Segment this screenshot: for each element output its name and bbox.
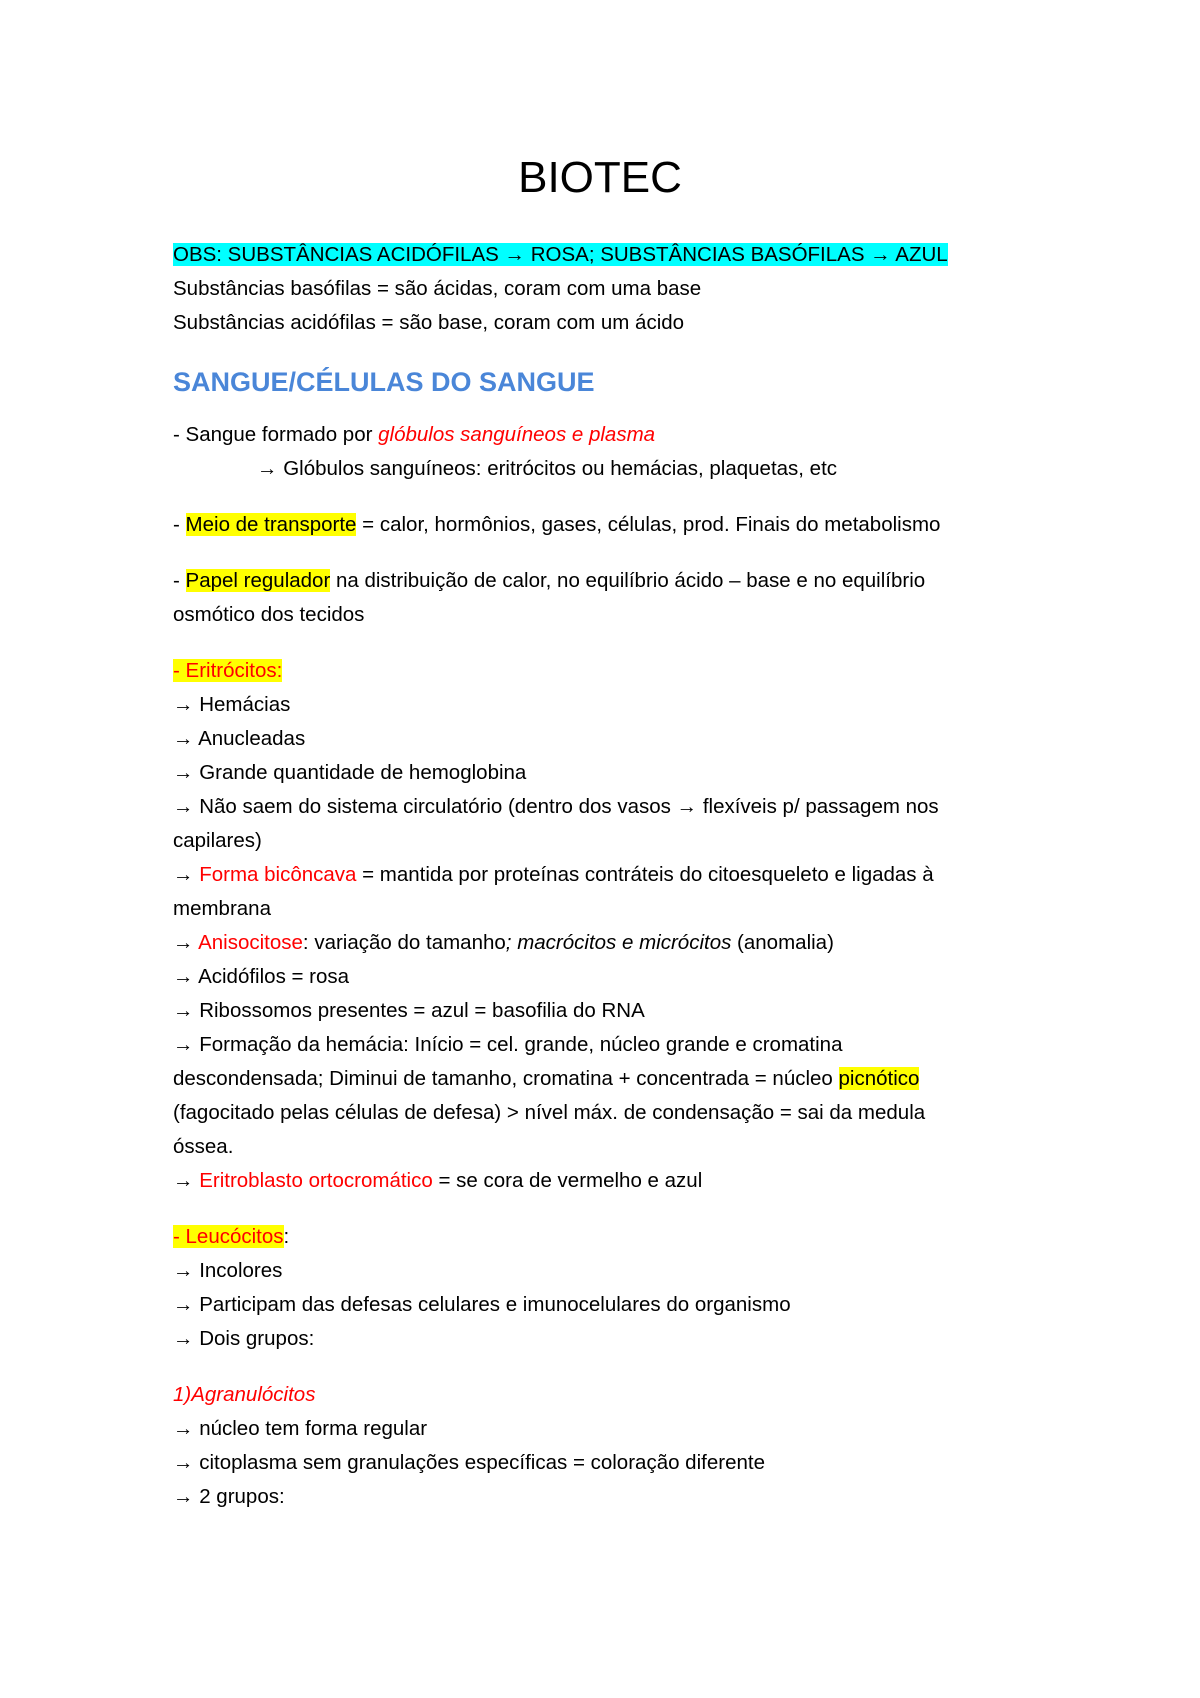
arrow-icon: →	[173, 761, 194, 784]
list-item: → Ribossomos presentes = azul = basofilia do RNA	[173, 999, 645, 1022]
arrow-icon: →	[173, 727, 194, 750]
acidofilas-line: Substâncias acidófilas = são base, coram com um ácido	[173, 311, 685, 334]
list-item: → Anisocitose: variação do tamanho; macrócitos e micrócitos (anomalia)	[173, 931, 834, 954]
list-item: → Acidófilos = rosa	[173, 965, 350, 988]
list-item: → Eritroblasto ortocromático = se cora de vermelho e azul	[173, 1169, 703, 1192]
document-body	[173, 238, 1033, 1514]
meio-line: - Meio de transporte = calor, hormônios, gases, células, prod. Finais do metabolismo	[173, 513, 941, 536]
arrow-icon: →	[173, 1417, 194, 1440]
list-item-continuation: óssea.	[173, 1135, 234, 1158]
section-heading: SANGUE/CÉLULAS DO SANGUE	[173, 367, 595, 397]
arrow-icon: →	[173, 1485, 194, 1508]
list-item: → Hemácias	[173, 693, 291, 716]
arrow-icon: →	[173, 1259, 194, 1282]
page-title: BIOTEC	[518, 153, 682, 202]
list-item-continuation: capilares)	[173, 829, 262, 852]
highlight-term: Papel regulador	[185, 569, 331, 592]
list-item: → Anucleadas	[173, 727, 306, 750]
papel-line: - Papel regulador na distribuição de calor, no equilíbrio ácido – base e no equilíbrio	[173, 569, 926, 592]
arrow-icon: →	[173, 965, 194, 988]
list-item-continuation: membrana	[173, 897, 271, 920]
globulos-line: → Glóbulos sanguíneos: eritrócitos ou hemácias, plaquetas, etc	[257, 457, 838, 480]
arrow-icon: →	[173, 1293, 194, 1316]
list-item-continuation: descondensada; Diminui de tamanho, cromatina + concentrada = núcleo picnótico	[173, 1067, 920, 1090]
arrow-icon: →	[173, 999, 194, 1022]
eritrocitos-heading: - Eritrócitos:	[173, 659, 283, 682]
list-item: → Dois grupos:	[173, 1327, 315, 1350]
arrow-icon: →	[173, 1033, 194, 1056]
list-item: → Forma bicôncava = mantida por proteínas contráteis do citoesqueleto e ligadas à	[173, 863, 934, 886]
list-item-continuation: (fagocitado pelas células de defesa) > nível máx. de condensação = sai da medula	[173, 1101, 926, 1124]
list-item: → Incolores	[173, 1259, 283, 1282]
emphasis-text: glóbulos sanguíneos e plasma	[378, 423, 656, 446]
leucocitos-heading: - Leucócitos:	[173, 1225, 290, 1248]
arrow-icon: →	[676, 795, 698, 818]
list-item: → Participam das defesas celulares e imunocelulares do organismo	[173, 1293, 791, 1316]
list-item: → Formação da hemácia: Início = cel. grande, núcleo grande e cromatina	[173, 1033, 843, 1056]
arrow-icon: →	[504, 243, 526, 266]
arrow-icon: →	[173, 795, 194, 818]
obs-line	[173, 238, 1033, 272]
arrow-icon: →	[173, 863, 194, 886]
arrow-icon: →	[173, 1451, 194, 1474]
arrow-icon: →	[173, 1169, 194, 1192]
highlight-term: picnótico	[838, 1067, 920, 1090]
arrow-icon: →	[870, 243, 891, 266]
obs-highlight: OBS: SUBSTÂNCIAS ACIDÓFILAS → ROSA; SUBSTÂNCIAS BASÓFILAS → AZUL	[173, 243, 948, 266]
papel-line-2: osmótico dos tecidos	[173, 603, 365, 626]
arrow-icon: →	[173, 1327, 194, 1350]
highlight-term: Meio de transporte	[185, 513, 357, 536]
list-item: → citoplasma sem granulações específicas = coloração diferente	[173, 1451, 765, 1474]
arrow-icon: →	[173, 693, 194, 716]
sangue-line: - Sangue formado por glóbulos sanguíneos e plasma	[173, 423, 656, 446]
list-item: → Grande quantidade de hemoglobina	[173, 761, 527, 784]
arrow-icon: →	[173, 931, 194, 954]
list-item: → núcleo tem forma regular	[173, 1417, 428, 1440]
list-item: → 2 grupos:	[173, 1485, 285, 1508]
arrow-icon: →	[257, 457, 278, 480]
basofilas-line: Substâncias basófilas = são ácidas, coram com uma base	[173, 277, 702, 300]
agranulocitos-heading: 1)Agranulócitos	[173, 1383, 316, 1406]
list-item: → Não saem do sistema circulatório (dentro dos vasos → flexíveis p/ passagem nos	[173, 795, 939, 818]
